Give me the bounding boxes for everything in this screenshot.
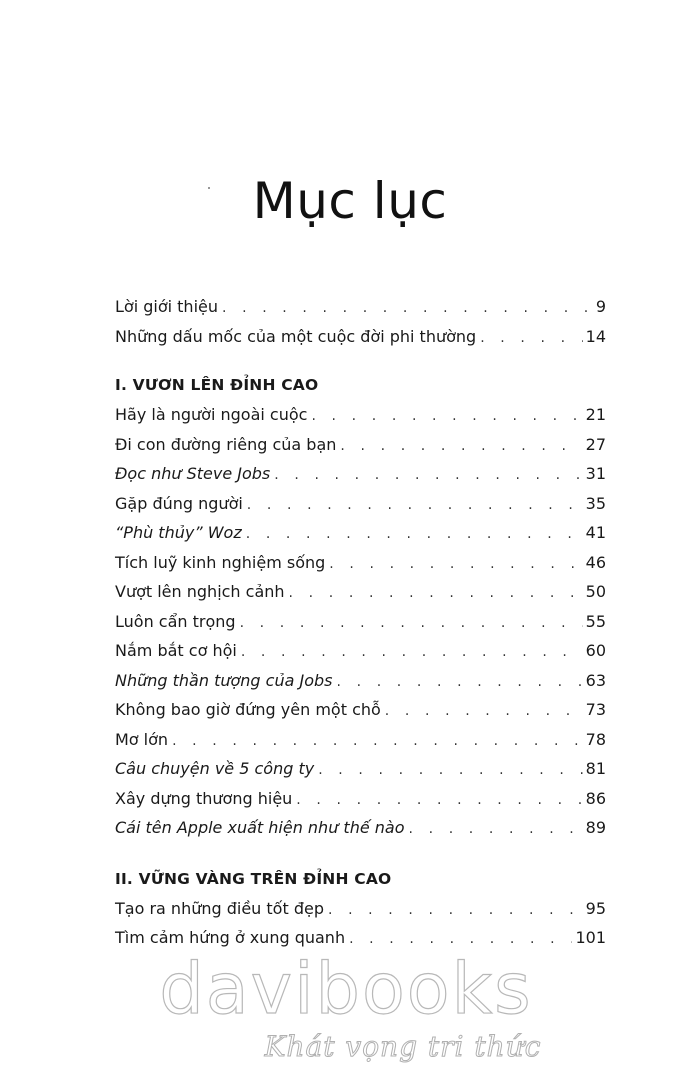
toc-entry-title: Gặp đúng người — [115, 493, 243, 513]
toc-entry-page-number: 89 — [585, 818, 606, 837]
toc-entry-title: Tìm cảm hứng ở xung quanh — [115, 928, 346, 947]
toc-entry-title: Xây dựng thương hiệu — [115, 788, 293, 808]
toc-entry-title: Tạo ra những điều tốt đẹp — [115, 898, 324, 918]
toc-entry[interactable] — [115, 636, 606, 666]
dot-leader — [349, 925, 572, 955]
dot-leader — [318, 756, 582, 786]
toc-entry[interactable] — [115, 322, 606, 352]
toc-entry[interactable] — [115, 784, 606, 814]
dot-leader — [480, 324, 582, 354]
dot-leader — [247, 491, 583, 521]
intro-list — [115, 292, 606, 351]
watermark-tagline: Khát vọng tri thức — [264, 1030, 542, 1063]
toc-entry-title: Nắm bắt cơ hội — [115, 641, 237, 660]
toc-entry[interactable] — [115, 725, 606, 755]
toc-entry-page-number: 60 — [585, 641, 606, 660]
toc-entry[interactable] — [115, 813, 606, 843]
toc-entry-page-number: 21 — [585, 405, 606, 424]
toc-entry-title: Luôn cẩn trọng — [115, 611, 236, 631]
toc-entry-title: “Phù thủy” Woz — [115, 523, 242, 542]
toc-entry-title: Đọc như Steve Jobs — [115, 464, 271, 483]
toc-entry-page-number: 73 — [585, 700, 606, 719]
dot-leader — [274, 461, 582, 491]
dot-leader — [337, 668, 583, 698]
toc-entry-page-number: 27 — [585, 434, 606, 454]
toc-entry-page-number: 81 — [585, 759, 606, 778]
toc-entry-page-number: 101 — [575, 928, 606, 947]
dot-leader — [329, 550, 582, 580]
section-heading: I. VƯƠN LÊN ĐỈNH CAO — [115, 376, 319, 394]
toc-entry-page-number: 46 — [585, 552, 606, 572]
table-of-contents — [115, 292, 606, 953]
dot-leader — [289, 579, 583, 609]
toc-entry-page-number: 35 — [585, 493, 606, 513]
toc-entry-page-number: 95 — [585, 898, 606, 918]
toc-entry[interactable] — [115, 489, 606, 519]
page-title: Mục lục — [252, 172, 448, 230]
dot-leader — [241, 638, 583, 668]
toc-entry-title: Mơ lớn — [115, 729, 169, 749]
watermark-brand: davibooks — [159, 948, 533, 1030]
toc-entry-title: Hãy là người ngoài cuộc — [115, 405, 308, 424]
toc-entry-title: Vượt lên nghịch cảnh — [115, 582, 285, 601]
dot-leader — [246, 520, 583, 550]
section-heading: II. VỮNG VÀNG TRÊN ĐỈNH CAO — [115, 869, 392, 888]
dot-leader — [222, 294, 593, 324]
section-list — [115, 400, 606, 843]
toc-entry[interactable] — [115, 754, 606, 784]
toc-entry-page-number: 31 — [585, 464, 606, 483]
dot-leader — [328, 896, 583, 926]
dot-leader — [311, 402, 582, 432]
toc-entry-page-number: 41 — [585, 523, 606, 542]
toc-entry-page-number: 86 — [585, 788, 606, 808]
toc-entry-page-number: 50 — [585, 582, 606, 601]
toc-entry-page-number: 78 — [585, 729, 606, 749]
print-speck — [208, 187, 210, 189]
toc-entry-title: Câu chuyện về 5 công ty — [115, 759, 315, 778]
toc-entry[interactable] — [115, 666, 606, 696]
dot-leader — [240, 609, 583, 639]
toc-entry[interactable] — [115, 292, 606, 322]
toc-entry[interactable] — [115, 518, 606, 548]
toc-entry-title: Không bao giờ đứng yên một chỗ — [115, 700, 381, 719]
section-list — [115, 894, 606, 953]
toc-entry[interactable] — [115, 923, 606, 953]
toc-entry[interactable] — [115, 607, 606, 637]
toc-entry-page-number: 14 — [585, 326, 606, 346]
dot-leader — [172, 727, 583, 757]
toc-entry[interactable] — [115, 894, 606, 924]
dot-leader — [296, 786, 582, 816]
toc-entry-title: Những dấu mốc của một cuộc đời phi thường — [115, 326, 477, 346]
toc-entry-page-number: 63 — [585, 670, 606, 690]
toc-entry[interactable] — [115, 430, 606, 460]
toc-entry[interactable] — [115, 695, 606, 725]
toc-entry-title: Tích luỹ kinh nghiệm sống — [115, 552, 326, 572]
toc-entry-title: Cái tên Apple xuất hiện như thế nào — [115, 818, 405, 837]
toc-entry-page-number: 9 — [595, 297, 606, 316]
dot-leader — [409, 815, 583, 845]
dot-leader — [340, 432, 582, 462]
toc-entry[interactable] — [115, 577, 606, 607]
toc-entry-title: Lời giới thiệu — [115, 297, 218, 316]
dot-leader — [385, 697, 583, 727]
toc-entry-title: Những thần tượng của Jobs — [115, 670, 333, 690]
toc-entry[interactable] — [115, 548, 606, 578]
toc-entry-page-number: 55 — [585, 611, 606, 631]
toc-entry[interactable] — [115, 459, 606, 489]
toc-entry[interactable] — [115, 400, 606, 430]
toc-entry-title: Đi con đường riêng của bạn — [115, 434, 337, 454]
